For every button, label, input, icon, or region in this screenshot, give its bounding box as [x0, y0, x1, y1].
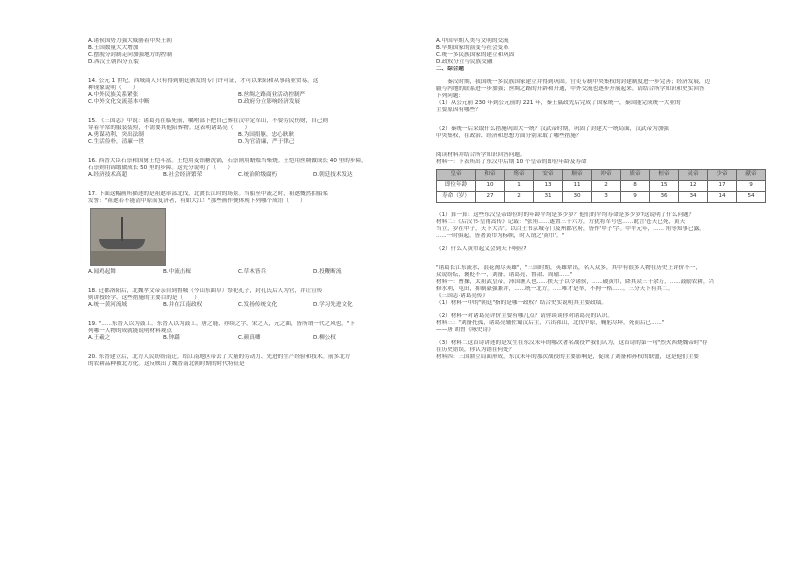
table-cell: 1 — [505, 180, 534, 191]
table-cell: 3 — [592, 191, 621, 202]
right-column — [436, 38, 781, 361]
q16-option-d: D.朝廷技术发达 — [313, 171, 353, 178]
q20-stem-2: 的农耕品种被北方化。这反映出了魏晋南北朝时期的时代特征是 — [88, 360, 245, 367]
q18-option-b: B.并在江南政权 — [163, 301, 203, 308]
q17-options — [88, 269, 388, 276]
q15-option-d: D.为官清廉，严于律己 — [238, 138, 295, 145]
table-cell: 17 — [708, 180, 737, 191]
q21-part1: （1）从公元前 230 年到公元前的 221 年，秦王嬴政先后完成了国家统一，秦国能完成统一大业的 — [436, 99, 681, 106]
q13-option-d: D.西汉王朝四分五裂 — [88, 58, 139, 65]
q13-option-c: C.摆脱分封制走向加强地方的控制 — [88, 51, 172, 58]
q23-sub3-2: 在历史错误，你认为错在何处？ — [436, 346, 515, 353]
q17-option-a: A.闻鸡起舞 — [88, 268, 116, 275]
table-cell: 8 — [621, 180, 650, 191]
q16-stem-1: 16. 西晋大臣石崇和国舅王恺斗富。王恺用麦饴糖洗锅，石崇则用蜡烛当柴烧。王恺用丝绸做成长 40 里的步障， — [88, 157, 367, 164]
q15-stem-2: 穿着平常的服装装殓，不需要其他陪葬物。这表明诸葛亮（ ） — [88, 124, 251, 131]
q17-option-c: C.草木皆兵 — [238, 268, 267, 275]
q18-options — [88, 302, 388, 309]
q14-stem-1: 14. 公元 1 世纪，西域商人只有得到朝廷颁发的专门许可证，才可以来阳和从事商业贸易。这 — [88, 77, 319, 84]
table-row — [437, 180, 766, 191]
table-header-cell: 灵帝 — [679, 169, 708, 180]
table-header-cell: 殇帝 — [505, 169, 534, 180]
q22-sub1-2: 材料二：《后汉书·皇甫嵩传》记载："张角……遂置三十六方，方犹将军号也……讹言'苍天已死，黄天 — [436, 218, 686, 225]
q23-sub2: （2）材料一对诸葛亮评价主要有哪几点？请你谈谈你对诸葛亮的认识。 — [436, 312, 613, 319]
table-cell: 9 — [621, 191, 650, 202]
table-cell: 10 — [476, 180, 505, 191]
material-4: 材料四：三国鼎立局面形成，东汉末年的那次战役的主要影响是，促成了刘备和孙权的联盟，这是他们主要 — [436, 353, 699, 360]
q18-option-c: C.发扬传统文化 — [238, 301, 278, 308]
table-header-row — [437, 169, 766, 180]
table-cell: 14 — [708, 191, 737, 202]
table-header-cell: 献帝 — [737, 169, 766, 180]
table-cell: 2 — [592, 180, 621, 191]
table-row-label: 寿命（岁） — [437, 191, 476, 202]
table-cell: 31 — [534, 191, 563, 202]
table-header-cell: 和帝 — [476, 169, 505, 180]
q21-intro-1: 秦汉时期，我国统一多民族国家建立并得到巩固。官吏专制中央集权的封建制度进一步完善；经济发展，边 — [436, 78, 711, 85]
q14-option-a: A.中外民族关系紧张 — [88, 91, 139, 98]
q13-option-a: A.诸侯国势力强大威胁着中央王朝 — [88, 38, 172, 44]
q18-stem-1: 18. 迁都洛阳后，北魏孝文帝亲自到鲁城（今山东曲阜）祭祀孔子，封孔氏后人为官，并让宣传 — [88, 287, 323, 294]
q14-option-c: C.中外文化交流基本中断 — [88, 98, 150, 105]
q18-option-d: D.学习先进文化 — [313, 301, 353, 308]
table-cell: 11 — [563, 180, 592, 191]
q23-sub3-1: （3）材料二这首诗讲述的是发生在东汉末年的哪次著名战役?"我们认为，这首诗的第一句"烈火西烧魏帝时"存 — [436, 339, 708, 346]
q15-option-c: C.生活俭朴，清廉一世 — [88, 138, 145, 145]
q14-stem-2: 种现象说明（ ） — [88, 84, 139, 91]
table-header-cell: 桓帝 — [650, 169, 679, 180]
table-header-cell: 少帝 — [708, 169, 737, 180]
q22-sub1-1: （1）算一算：这些东汉皇帝即位时的年龄平均是多少岁？他们的平均寿命是多少岁?这说明了什么问题？ — [436, 211, 695, 218]
q20-option-a: A.中国早期人类与文明的交流 — [436, 38, 509, 44]
q17-option-d: D.投鞭断流 — [313, 268, 342, 275]
q19-option-d: D.柳公权 — [313, 334, 336, 341]
q16-option-b: B.社会经济繁荣 — [163, 171, 203, 178]
q14-options-row1 — [88, 92, 388, 99]
q19-option-a: A.王羲之 — [88, 334, 111, 341]
q20-option-d: D.政权分立与民族交融 — [436, 58, 493, 65]
section-title: 二、综合题 — [436, 65, 464, 72]
q16-stem-2: 石崇则用锦缎做成长 50 里的步障。这充分说明了（ ） — [88, 164, 233, 171]
q13-option-b: B.王国数量大大增加 — [88, 44, 139, 51]
table-header-label: 皇帝 — [437, 169, 476, 180]
q19-stem-2: 列哪一人物的成就能说明材料观点 — [88, 327, 172, 334]
q16-options — [88, 172, 388, 179]
q22-sub1-3: 当立，岁在甲子，天下大吉'。以白土书京城寺门及州郡官府，皆作'甲子'字。中平元年，...... 角等知事已露， — [436, 225, 705, 232]
table-cell: 12 — [679, 180, 708, 191]
q21-intro-3: 下列问题： — [436, 92, 464, 99]
q21-part1b: 主要原因有哪些？ — [436, 106, 481, 113]
table-cell: 54 — [737, 191, 766, 202]
q18-option-a: A.统一黄河流域 — [88, 301, 128, 308]
table-cell: 36 — [650, 191, 679, 202]
q15-option-a: A.勇谋功利，突出法制 — [88, 131, 144, 138]
table-row — [437, 191, 766, 202]
material-3-line-1: "诸葛长江东流水，浪花淘尽英雄"，"三国时期，英雄辈出，名人众多，其中有很多人物在历史上评价不一， — [436, 264, 702, 271]
q15-stem-1: 15. 《三国志》中说：诸葛亮在临死前，嘱咐部下把自己葬在汉中定军山，不要劳民伤财，自己则 — [88, 117, 329, 124]
material-3-line-2: 众说纷纭，褒贬不一，刘备、诸葛亮、鲁肃、周瑜......" — [436, 271, 573, 278]
q20-option-c: C.统一多民族国家的建立和巩固 — [436, 51, 515, 58]
table-cell: 30 — [563, 191, 592, 202]
q15-option-b: B.为国捐躯，忠心耿耿 — [238, 131, 294, 138]
q15-options-row1 — [88, 132, 388, 139]
q19-stem-1: 19. "......东晋人以为鼓工。东晋人以为鼓工。唐之鹿，亦续之字，宋之人，元之曲，皆所谓一代之风也。"下 — [88, 320, 356, 327]
material-1-title: 材料一：下表所出了东汉中后期 10 个皇帝的即位年龄及寿命 — [436, 158, 587, 165]
q18-stem-2: 则讲授经学。这些措施的主要目的是（ ） — [88, 294, 200, 301]
material-3-source: 《三国志·诸葛亮传》 — [436, 292, 489, 299]
table-cell: 27 — [476, 191, 505, 202]
q22-sub2: （2）什么人黄巾起义会到天下响应? — [436, 245, 527, 252]
left-page — [60, 0, 390, 562]
right-page — [410, 0, 794, 562]
q19-options — [88, 335, 388, 342]
zu-ti-boat-painting — [90, 208, 166, 266]
q22-sub1-4: ......一时俱起。皆著黄巾为标帜，时人谓之'黄巾'。" — [436, 232, 565, 239]
table-cell: 13 — [534, 180, 563, 191]
q16-option-c: C.统治阶级腐朽 — [238, 171, 278, 178]
table-cell: 2 — [505, 191, 534, 202]
read-instruction: 阅读材料并结合所学知识回答问题。 — [436, 151, 526, 158]
q20-stem-1: 20. 东晋建立后，北方人民纷纷南迁，给江南地区带去了大量的劳动力、先进的生产经验和技术。前多北方 — [88, 353, 351, 360]
table-cell: 15 — [650, 180, 679, 191]
q16-option-a: A.经济技术高超 — [88, 171, 128, 178]
q17-option-b: B.中流击楫 — [163, 268, 191, 275]
q14-option-d: D.政府分立影响经济发展 — [238, 98, 301, 105]
table-header-cell: 冲帝 — [592, 169, 621, 180]
q21-part2: （2）秦统一后采取什么措施巩固大一统？汉武帝时期，巩固了封建大一统局面，汉武帝为加强 — [436, 125, 669, 132]
q19-option-b: B.钟繇 — [163, 334, 180, 341]
q20-option-b: B.早期国家的演变与社会变革 — [436, 44, 509, 51]
material-3-line-3: 材料一：曹操，太祖武皇帝，沛国谯人也......挟天子以令诸侯，......破黄巾，降其众三十余万，......鼓励农耕，兴 — [436, 278, 715, 285]
emperor-table — [436, 169, 766, 203]
q14-option-b: B.丝绸之路商业活动控制严 — [238, 91, 306, 98]
table-header-cell: 顺帝 — [563, 169, 592, 180]
q14-options-row2 — [88, 99, 388, 106]
q21-intro-2: 疆与内地的联系进一步加强；丝绸之路的开辟和开通，中外交流也逐步开展起来。请结合所学知识和史实回答 — [436, 85, 705, 92]
left-column — [88, 38, 388, 368]
q17-stem-1: 17. 下面这幅画所描述的是祖逖率部北伐，北渡长江时的场景。当船至中流之时，祖逖慨然拍船桨 — [88, 190, 329, 197]
table-cell: 9 — [737, 180, 766, 191]
table-header-cell: 质帝 — [621, 169, 650, 180]
q17-stem-2: 发誓："祖逖若不能清中原而复济者，有如大江！"那些画作便体现下列哪个成语（ ） — [88, 197, 306, 204]
q15-options-row2 — [88, 139, 388, 146]
q21-part2b: 中央集权，在政治、经济和思想方面分别采取了哪些措施？ — [436, 132, 582, 139]
material-3b-source: ——唐 胡曾《咏史诗》 — [436, 326, 494, 333]
q19-option-c: C.颜真卿 — [238, 334, 261, 341]
material-3-line-4: 修水利，屯田，抑制豪强兼并，......统一北方。.....唯才是举，不拘一格......。三分天下有其二。 — [436, 285, 674, 292]
table-header-cell: 安帝 — [534, 169, 563, 180]
q23-sub1: （1）材料一中的"朝廷"指的是哪一政权？结合史实说明其主要政绩。 — [436, 299, 607, 306]
table-cell: 34 — [679, 191, 708, 202]
material-3b-line-1: 材料三："刘备托孤，诸葛亮辅佐蜀汉后主，六出祁山，北伐中原，鞠躬尽瘁，死而后已......" — [436, 319, 665, 326]
table-row-label: 即位年龄 — [437, 180, 476, 191]
